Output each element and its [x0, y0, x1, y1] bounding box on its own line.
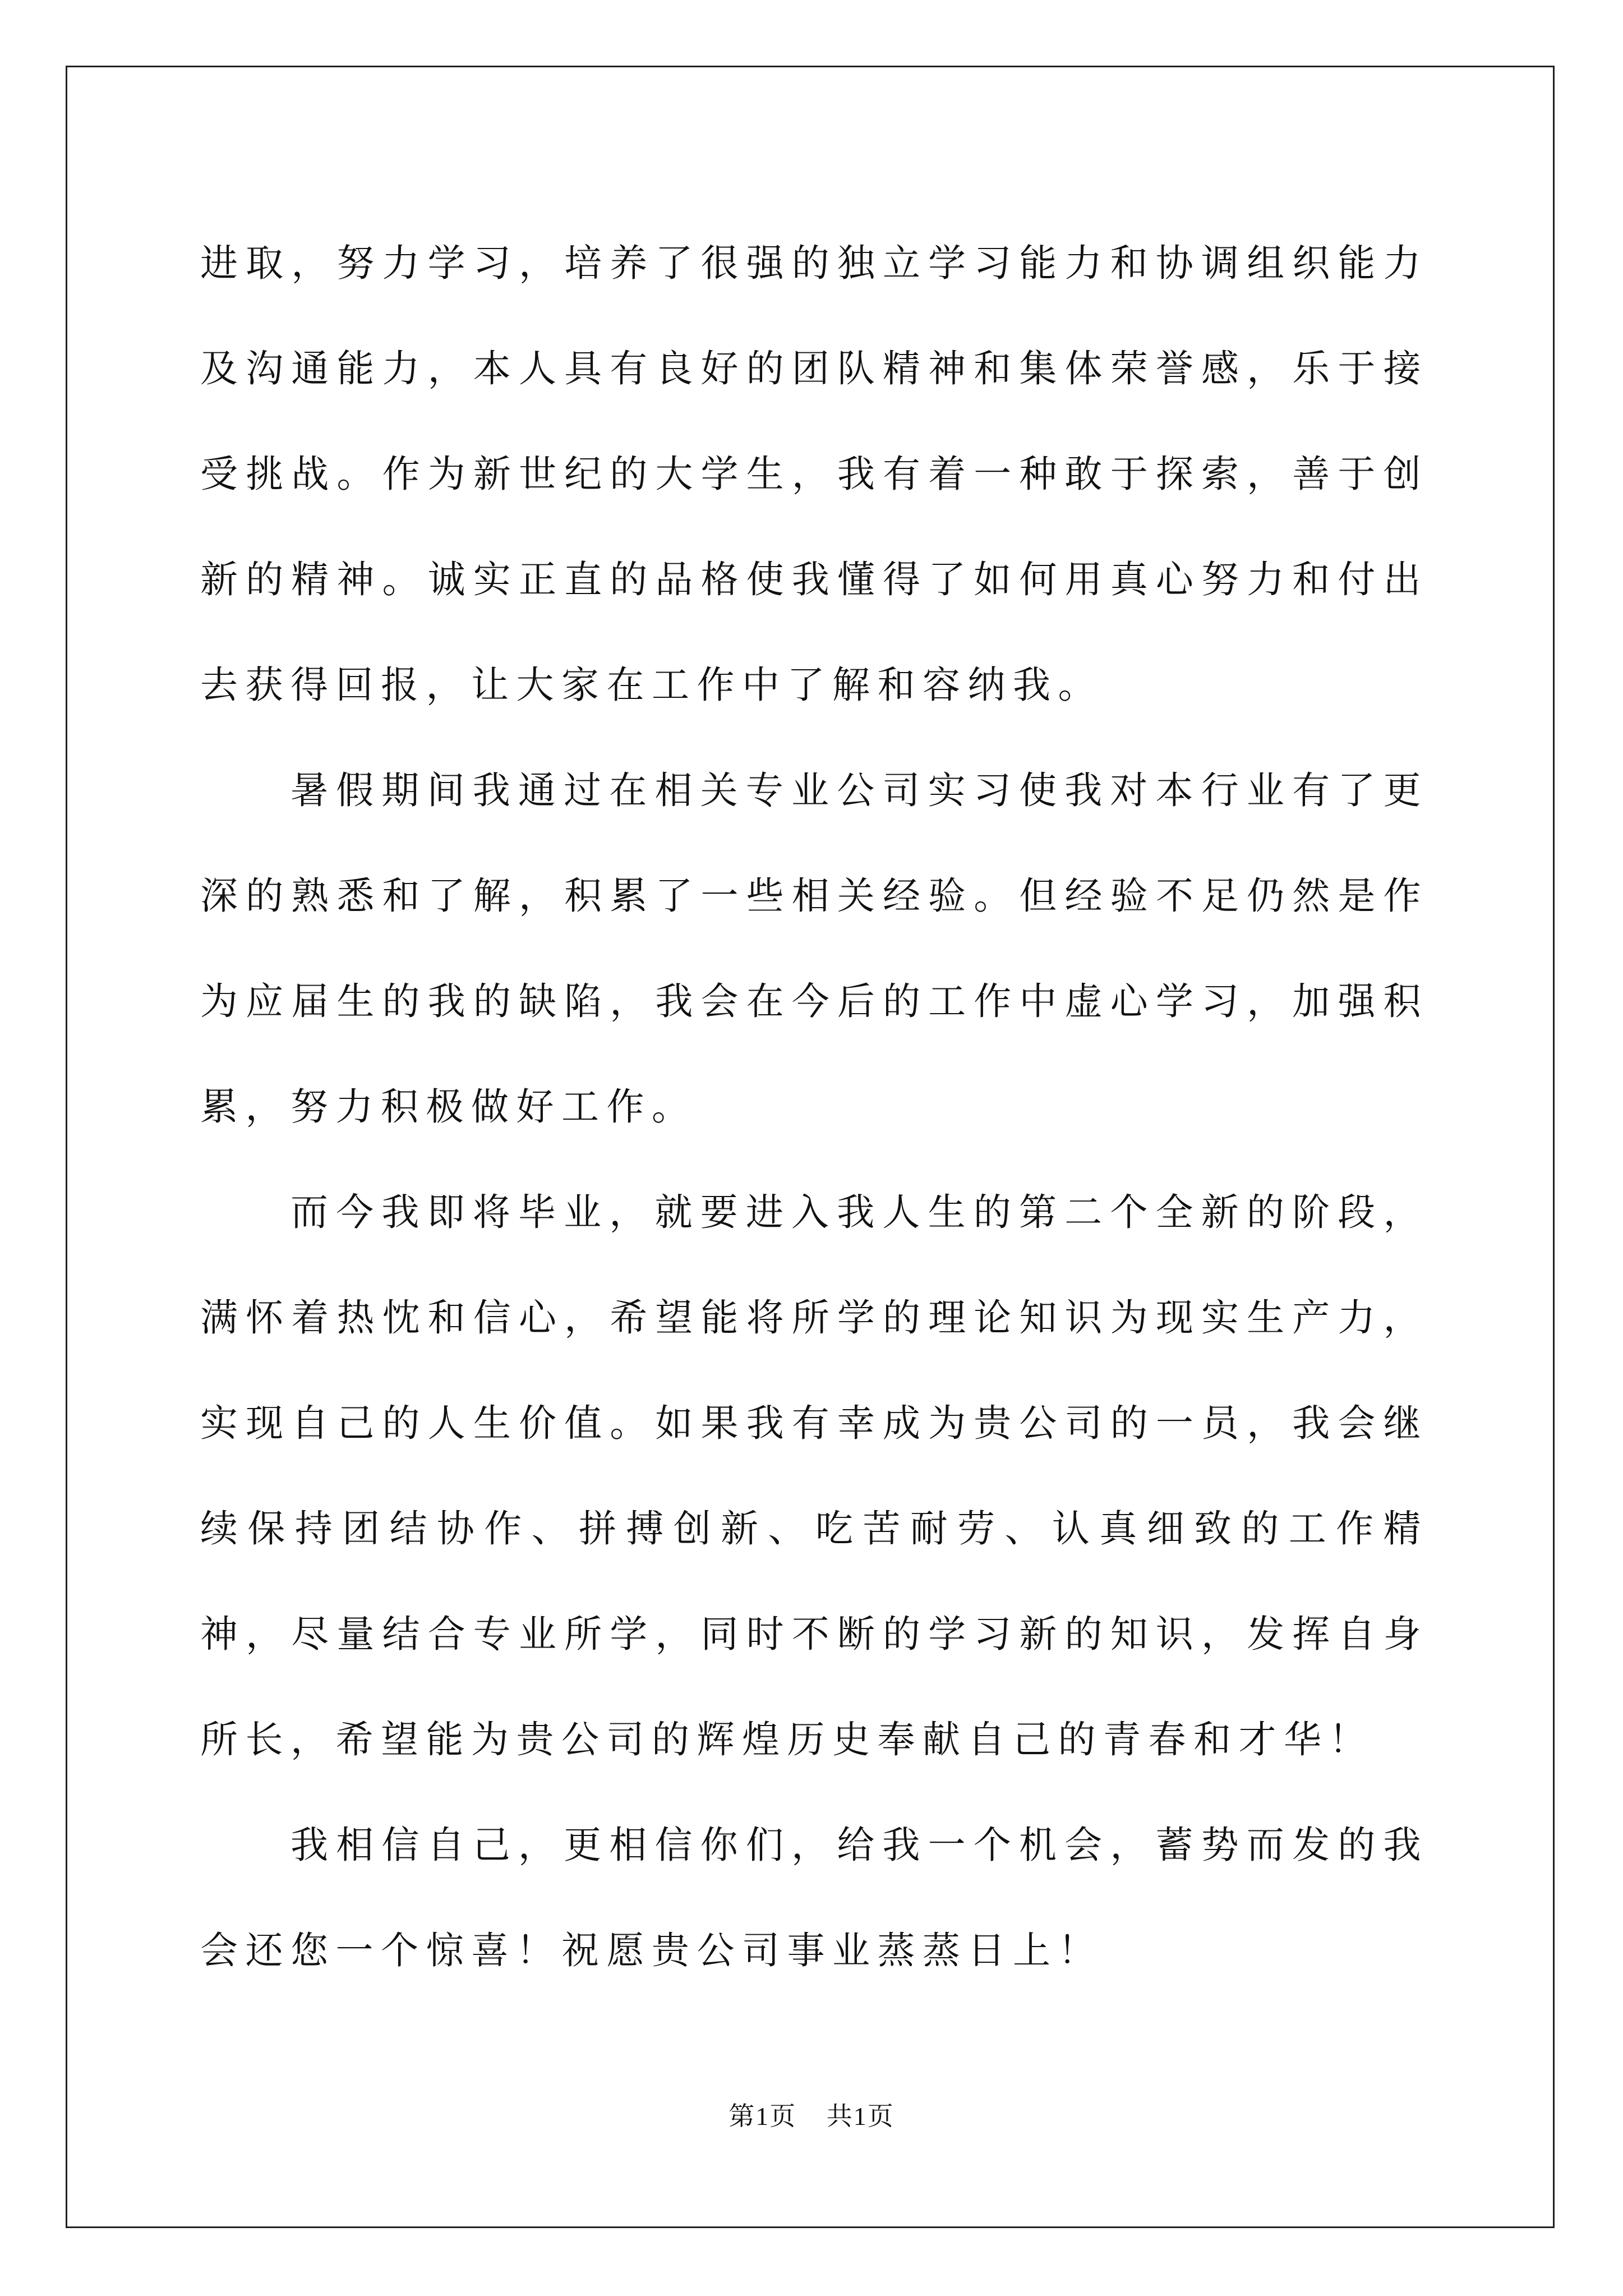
paragraph-2-line-1: 暑假期间我通过在相关专业公司实习使我对本行业有了更深的熟 — [200, 769, 1428, 918]
page-number-label: 第1页 — [728, 2102, 797, 2131]
paragraph-3 — [200, 1159, 1428, 1792]
paragraph-2-line-4: 作。 — [606, 1085, 697, 1129]
paragraph-3-line-1: 而今我即将毕业，就要进入我人生的第二个全新的阶段，满怀着 — [200, 1190, 1428, 1340]
paragraph-3-line-6: 献自己的青春和才华！ — [923, 1718, 1374, 1761]
paragraph-1-line-1: 进取，努力学习，培养了很强的独立学习能力和协调组织能力及沟通 — [200, 241, 1428, 390]
paragraph-1-line-2: 能力，本人具有良好的团队精神和集体荣誉感，乐于接受挑战。作为 — [200, 347, 1429, 496]
paragraph-2 — [200, 738, 1428, 1159]
paragraph-4-line-1: 我相信自己，更相信你们，给我一个机会，蓄势而发的我会还您 — [200, 1823, 1428, 1972]
paragraph-3-line-4: 搏创新、吃苦耐劳、认真细致的工作精神，尽量结合专业所学，同时 — [200, 1507, 1429, 1656]
paragraph-3-line-3: 生价值。如果我有幸成为贵公司的一员，我会继续保持团结协作、拼 — [200, 1401, 1429, 1550]
paragraph-1 — [200, 210, 1428, 738]
paragraph-2-line-3: 的缺陷，我会在今后的工作中虚心学习，加强积累，努力积极做好工 — [200, 979, 1429, 1129]
total-pages-label: 共1页 — [826, 2102, 895, 2131]
paragraph-1-line-3: 新世纪的大学生，我有着一种敢于探索，善于创新的精神。诚实正直 — [200, 452, 1429, 601]
paragraph-3-line-5: 不断的学习新的知识，发挥自身所长，希望能为贵公司的辉煌历史奉 — [200, 1612, 1428, 1761]
paragraph-4-line-2: 一个惊喜！祝愿贵公司事业蒸蒸日上！ — [335, 1929, 1103, 1972]
paragraph-1-line-5: 中了解和容纳我。 — [742, 663, 1103, 707]
page-footer — [0, 2096, 1623, 2133]
paragraph-4 — [200, 1792, 1428, 2003]
paragraph-2-line-2: 悉和了解，积累了一些相关经验。但经验不足仍然是作为应届生的我 — [200, 874, 1429, 1023]
document-body — [200, 210, 1428, 2003]
paragraph-1-line-4: 的品格使我懂得了如何用真心努力和付出去获得回报，让大家在工作 — [200, 558, 1429, 707]
paragraph-3-line-2: 热忱和信心，希望能将所学的理论知识为现实生产力，实现自己的人 — [200, 1296, 1429, 1445]
